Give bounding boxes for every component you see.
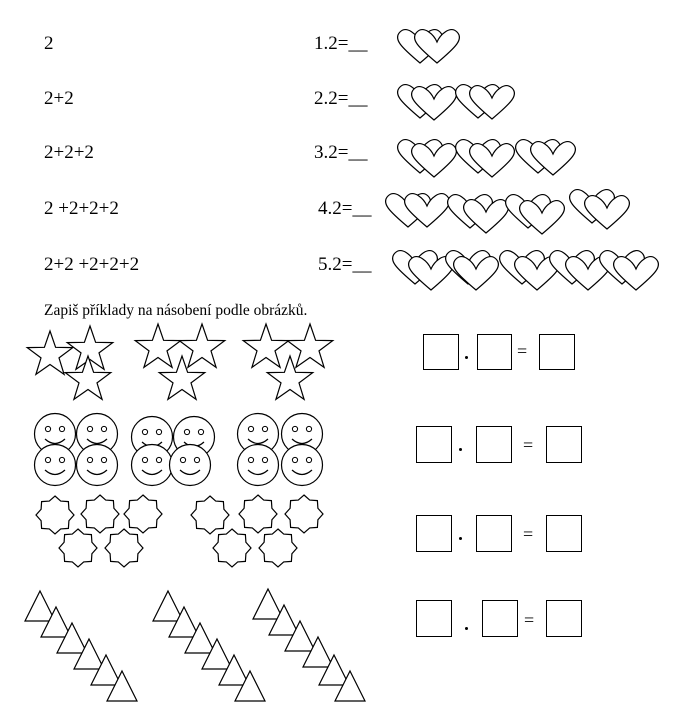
- sum-5: 2+2 +2+2+2: [44, 254, 140, 275]
- product-1[interactable]: 1.2=__: [314, 33, 368, 54]
- eight-point-star-icon: [259, 529, 297, 567]
- heart-row-1: [397, 30, 459, 63]
- equals-sign: =: [523, 524, 534, 544]
- sum-4: 2 +2+2+2: [44, 198, 119, 219]
- star-icon: [27, 331, 73, 374]
- answer-box-3-factor-b[interactable]: [476, 515, 512, 552]
- multiply-dot: [465, 627, 468, 630]
- heart-row-5: [392, 251, 658, 290]
- star-icon: [65, 356, 111, 399]
- triangle-icon: [253, 589, 283, 619]
- answer-box-4-result[interactable]: [546, 600, 582, 637]
- equals-sign: =: [523, 435, 534, 455]
- star-icon: [287, 324, 333, 367]
- eight-point-star-icon: [191, 496, 229, 534]
- smiley-icon: [238, 445, 279, 486]
- eight-point-star-icon: [213, 529, 251, 567]
- equals-sign: =: [524, 610, 535, 630]
- answer-box-3-factor-a[interactable]: [416, 515, 452, 552]
- heart-row-3: [397, 140, 575, 177]
- answer-box-1-factor-b[interactable]: [477, 334, 512, 370]
- multiply-dot: [459, 448, 462, 451]
- star-groups: [27, 324, 333, 399]
- burst-groups: [36, 495, 323, 567]
- sum-1: 2: [44, 33, 54, 54]
- answer-box-1-factor-a[interactable]: [423, 334, 459, 370]
- product-5[interactable]: 5.2=__: [318, 254, 372, 275]
- answer-box-4-factor-b[interactable]: [482, 600, 518, 637]
- triangle-icon: [25, 591, 55, 621]
- heart-row-4: [385, 190, 629, 234]
- smiley-icon: [132, 445, 173, 486]
- answer-box-1-result[interactable]: [539, 334, 575, 370]
- eight-point-star-icon: [239, 495, 277, 533]
- instruction-text: Zapiš příklady na násobení podle obrázků.: [44, 302, 308, 319]
- star-icon: [179, 324, 225, 367]
- answer-box-2-factor-a[interactable]: [416, 426, 452, 463]
- answer-box-2-factor-b[interactable]: [476, 426, 512, 463]
- star-icon: [243, 324, 289, 367]
- equals-sign: =: [517, 341, 528, 361]
- smiley-icon: [35, 445, 76, 486]
- product-3[interactable]: 3.2=__: [314, 142, 368, 163]
- smiley-icon: [282, 445, 323, 486]
- eight-point-star-icon: [105, 529, 143, 567]
- answer-box-2-result[interactable]: [546, 426, 582, 463]
- eight-point-star-icon: [59, 529, 97, 567]
- multiply-dot: [459, 537, 462, 540]
- product-2[interactable]: 2.2=__: [314, 88, 368, 109]
- eight-point-star-icon: [285, 495, 323, 533]
- smiley-icon: [77, 445, 118, 486]
- triangle-icon: [153, 591, 183, 621]
- eight-point-star-icon: [36, 496, 74, 534]
- sum-2: 2+2: [44, 88, 74, 109]
- smiley-icon: [170, 445, 211, 486]
- multiply-dot: [465, 356, 468, 359]
- product-4[interactable]: 4.2=__: [318, 198, 372, 219]
- heart-row-2: [397, 85, 514, 120]
- sum-3: 2+2+2: [44, 142, 94, 163]
- triangle-groups: [25, 589, 365, 701]
- star-icon: [135, 324, 181, 367]
- answer-box-4-factor-a[interactable]: [416, 600, 452, 637]
- eight-point-star-icon: [124, 495, 162, 533]
- smiley-groups: [35, 414, 323, 486]
- answer-box-3-result[interactable]: [546, 515, 582, 552]
- eight-point-star-icon: [81, 495, 119, 533]
